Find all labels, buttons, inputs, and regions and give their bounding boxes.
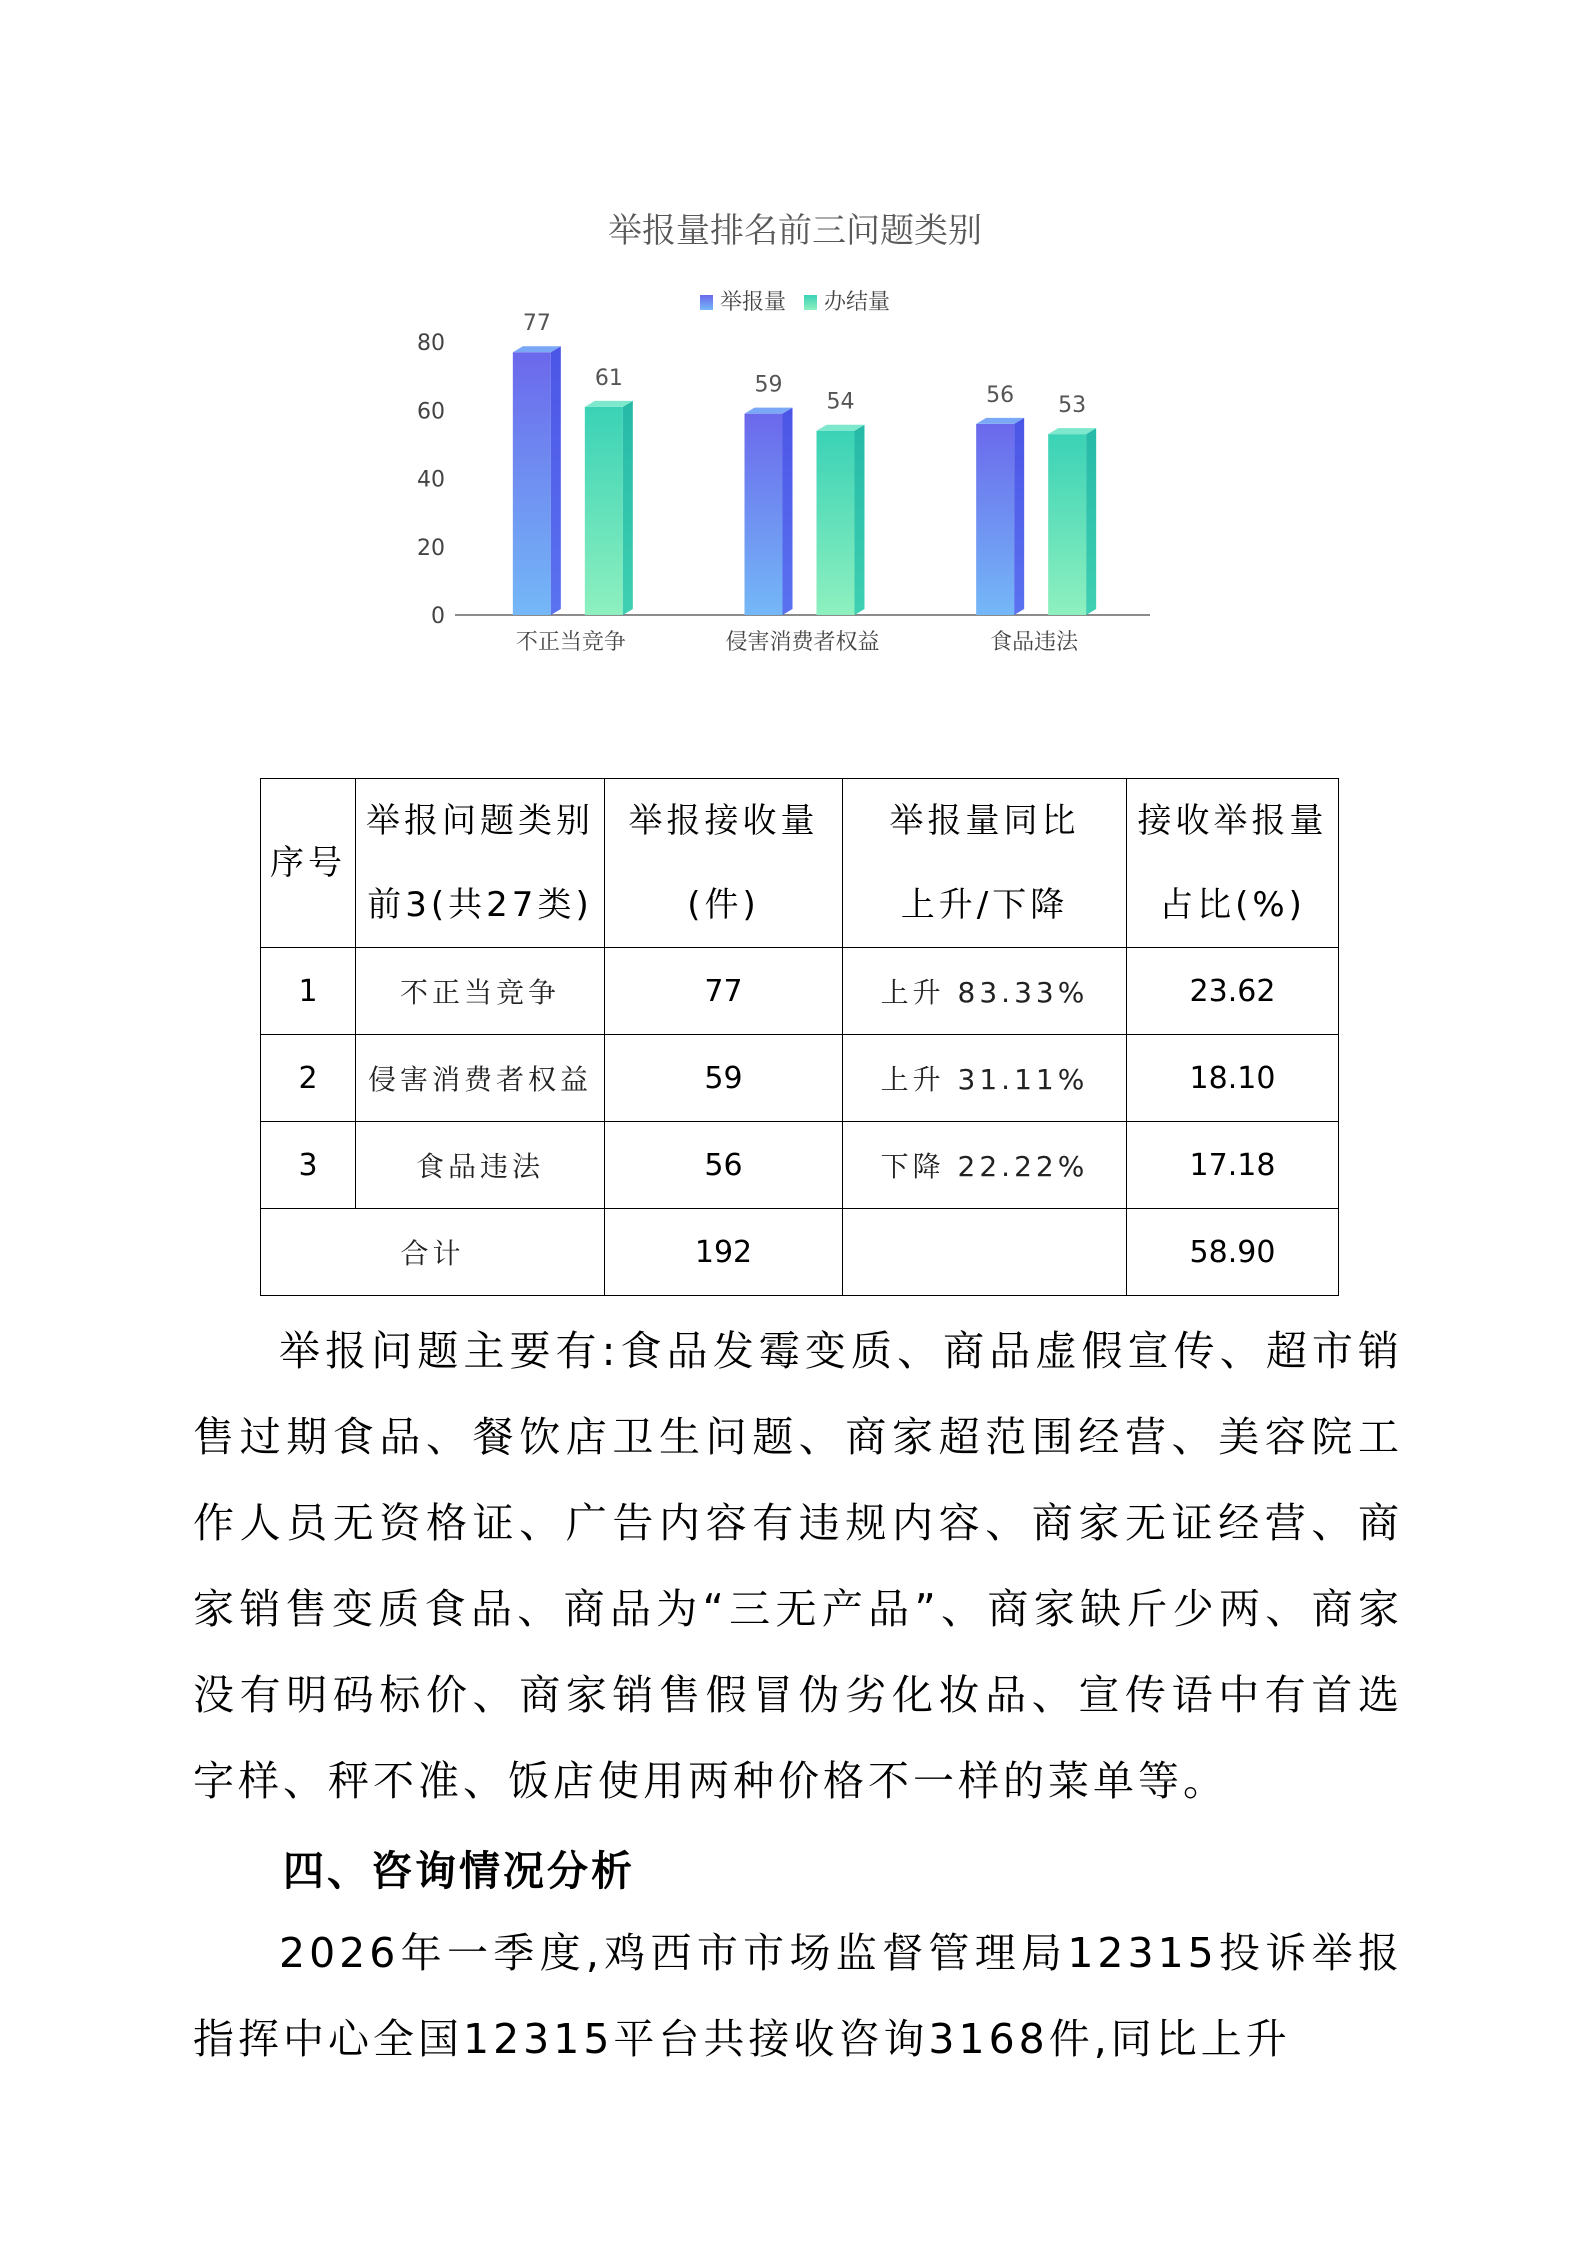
ranking-table bbox=[260, 778, 1339, 1296]
bar-chart bbox=[400, 195, 1180, 685]
cell-change: 上升 83.33% bbox=[843, 948, 1127, 1035]
cell-total-change bbox=[843, 1209, 1127, 1296]
cell-change: 上升 31.11% bbox=[843, 1035, 1127, 1122]
bar bbox=[513, 352, 551, 615]
header-change: 举报量同比 上升/下降 bbox=[843, 779, 1127, 948]
y-tick-label: 60 bbox=[417, 399, 445, 425]
cell-count: 77 bbox=[605, 948, 843, 1035]
paragraph-report-issues: 举报问题主要有:食品发霉变质、商品虚假宣传、超市销售过期食品、餐饮店卫生问题、商家超范围经营、美容院工作人员无资格证、广告内容有违规内容、商家无证经营、商家销售变质食品、商品为“三无产品”、商家缺斤少两、商家没有明码标价、商家销售假冒伪劣化妆品、宣传语中有首选字样、秤不准、饭店使用两种价格不一样的菜单等。 bbox=[193, 1327, 1403, 1805]
y-tick-label: 0 bbox=[431, 604, 445, 629]
header-count: 举报接收量 (件) bbox=[605, 779, 843, 948]
x-tick-label: 侵害消费者权益 bbox=[725, 630, 880, 655]
data-label: 56 bbox=[986, 382, 1015, 408]
table-total-row bbox=[261, 1209, 1339, 1296]
bar bbox=[585, 407, 623, 615]
chart-legend bbox=[700, 290, 890, 315]
section-heading: 四、咨询情况分析 bbox=[283, 1847, 635, 1895]
cell-total-label: 合计 bbox=[261, 1209, 605, 1296]
chart-bars bbox=[513, 311, 1096, 615]
bar-side bbox=[1086, 428, 1096, 615]
bar bbox=[817, 431, 855, 615]
bar-side bbox=[1014, 418, 1024, 615]
data-label: 61 bbox=[594, 365, 623, 391]
cell-no: 2 bbox=[261, 1035, 356, 1122]
table-row bbox=[261, 1035, 1339, 1122]
y-tick-label: 20 bbox=[417, 535, 445, 561]
header-no: 序号 bbox=[261, 779, 356, 948]
table-header-row bbox=[261, 779, 1339, 948]
data-label: 53 bbox=[1058, 393, 1087, 419]
chart-title: 举报量排名前三问题类别 bbox=[608, 211, 982, 251]
legend-swatch bbox=[700, 295, 713, 310]
cell-count: 59 bbox=[605, 1035, 843, 1122]
bar-side bbox=[783, 408, 793, 615]
data-label: 59 bbox=[754, 372, 783, 398]
y-tick-label: 40 bbox=[417, 467, 445, 493]
chart-svg bbox=[400, 195, 1180, 685]
cell-change: 下降 22.22% bbox=[843, 1122, 1127, 1209]
bar bbox=[976, 424, 1014, 615]
cell-share: 18.10 bbox=[1127, 1035, 1339, 1122]
bar-side bbox=[855, 425, 865, 615]
table-row bbox=[261, 948, 1339, 1035]
cell-no: 1 bbox=[261, 948, 356, 1035]
paragraph-consultation: 2026年一季度,鸡西市市场监督管理局12315投诉举报指挥中心全国12315平台共接收咨询3168件,同比上升 bbox=[193, 1929, 1403, 2063]
cell-category: 侵害消费者权益 bbox=[356, 1035, 605, 1122]
bar bbox=[1048, 434, 1086, 615]
data-label: 54 bbox=[826, 389, 855, 415]
table-row bbox=[261, 1122, 1339, 1209]
cell-no: 3 bbox=[261, 1122, 356, 1209]
cell-total-count: 192 bbox=[605, 1209, 843, 1296]
data-label: 77 bbox=[522, 311, 551, 337]
cell-total-share: 58.90 bbox=[1127, 1209, 1339, 1296]
bar-side bbox=[551, 346, 561, 615]
x-tick-label: 不正当竞争 bbox=[515, 630, 626, 655]
y-tick-label: 80 bbox=[417, 331, 445, 356]
cell-share: 23.62 bbox=[1127, 948, 1339, 1035]
bar-side bbox=[623, 401, 633, 615]
cell-share: 17.18 bbox=[1127, 1122, 1339, 1209]
cell-category: 食品违法 bbox=[356, 1122, 605, 1209]
cell-category: 不正当竞争 bbox=[356, 948, 605, 1035]
legend-label: 举报量 bbox=[720, 290, 787, 315]
cell-count: 56 bbox=[605, 1122, 843, 1209]
bar bbox=[745, 414, 783, 615]
legend-swatch bbox=[804, 295, 817, 310]
x-tick-label: 食品违法 bbox=[990, 630, 1079, 655]
legend-label: 办结量 bbox=[824, 290, 891, 315]
header-share: 接收举报量 占比(%) bbox=[1127, 779, 1339, 948]
header-category: 举报问题类别 前3(共27类) bbox=[356, 779, 605, 948]
